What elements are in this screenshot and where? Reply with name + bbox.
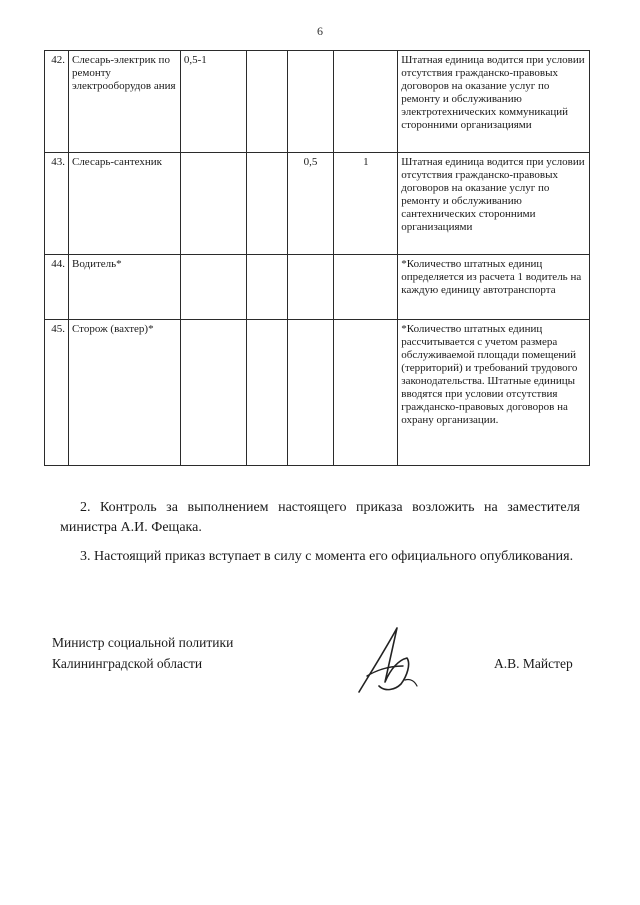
table-row (45, 255, 590, 320)
value-cell (334, 51, 398, 153)
note-cell: *Количество штатных единиц определяется из расчета 1 водитель на каждую единицу автотранспорта (398, 255, 590, 320)
position-cell: Слесарь-электрик по ремонту электрооборудов ания (68, 51, 180, 153)
value-cell (180, 320, 246, 466)
table-row (45, 51, 590, 153)
value-cell (287, 320, 334, 466)
paragraph-2-text: 2. Контроль за выполнением настоящего приказа возложить на заместителя министра А.И. Фещака. (60, 500, 580, 535)
row-number: 45. (45, 320, 69, 466)
row-number: 43. (45, 153, 69, 255)
note-cell: *Количество штатных единиц рассчитывается с учетом размера обслуживаемой площади помещений (территорий) и требований трудового законодательства. Штатные единицы вводятся при условии отсутствия гражданско-правовых договоров на охрану организации. (398, 320, 590, 466)
value-cell: 1 (334, 153, 398, 255)
value-cell (180, 255, 246, 320)
signatory-title (52, 632, 233, 674)
row-number: 42. (45, 51, 69, 153)
position-cell: Слесарь-сантехник (68, 153, 180, 255)
value-cell (334, 255, 398, 320)
signatory-title-line1: Министр социальной политики (52, 635, 234, 650)
note-cell: Штатная единица водится при условии отсутствия гражданско-правовых договоров на оказание услуг по ремонту и обслуживанию сантехнических сторонними организациями (398, 153, 590, 255)
staffing-table (44, 50, 590, 466)
signatory-title-line2: Калининградской области (52, 656, 203, 671)
paragraph-3 (60, 547, 580, 567)
value-cell (246, 320, 287, 466)
paragraph-3-text: 3. Настоящий приказ вступает в силу с момента его официального опубликования. (80, 549, 574, 564)
table-row (45, 320, 590, 466)
page-number: 6 (317, 24, 323, 38)
value-cell: 0,5 (287, 153, 334, 255)
value-cell: 0,5-1 (180, 51, 246, 153)
row-number: 44. (45, 255, 69, 320)
value-cell (334, 320, 398, 466)
value-cell (180, 153, 246, 255)
value-cell (246, 255, 287, 320)
paragraph-2 (60, 498, 580, 538)
handwritten-signature (345, 620, 425, 700)
table-row (45, 153, 590, 255)
note-cell: Штатная единица водится при условии отсутствия гражданско-правовых договоров на оказание услуг по ремонту и обслуживанию электротехнических коммуникаций сторонними организациями (398, 51, 590, 153)
value-cell (246, 51, 287, 153)
value-cell (246, 153, 287, 255)
position-cell: Сторож (вахтер)* (68, 320, 180, 466)
position-cell: Водитель* (68, 255, 180, 320)
value-cell (287, 255, 334, 320)
value-cell (287, 51, 334, 153)
signatory-name: А.В. Майстер (494, 656, 573, 671)
